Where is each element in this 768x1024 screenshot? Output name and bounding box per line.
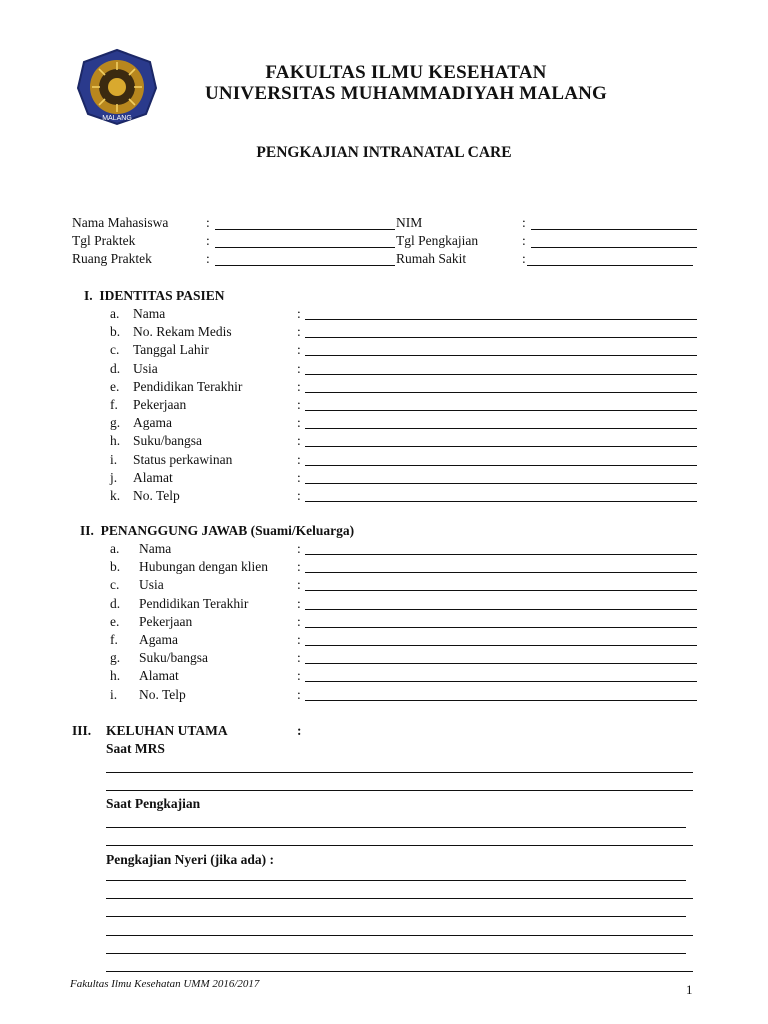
item-label: Pendidikan Terakhir bbox=[139, 595, 249, 611]
svg-text:MALANG: MALANG bbox=[102, 115, 132, 122]
university-logo bbox=[76, 48, 158, 126]
ruang-praktek-field[interactable] bbox=[215, 265, 395, 266]
nim-field[interactable] bbox=[531, 229, 697, 230]
item-label: Usia bbox=[139, 577, 164, 593]
item-input-line[interactable] bbox=[305, 627, 697, 628]
label-rumah-sakit: Rumah Sakit bbox=[396, 251, 467, 266]
label-nama-mahasiswa: Nama Mahasiswa bbox=[72, 215, 169, 230]
nyeri-line[interactable] bbox=[106, 953, 686, 954]
colon: : bbox=[206, 233, 210, 248]
item-input-line[interactable] bbox=[305, 319, 697, 320]
item-input-line[interactable] bbox=[305, 483, 697, 484]
section-keluhan-heading: KELUHAN UTAMA bbox=[106, 723, 228, 738]
colon: : bbox=[297, 488, 301, 503]
section-identitas-heading: I. IDENTITAS PASIEN bbox=[84, 288, 225, 303]
item-input-line[interactable] bbox=[305, 374, 697, 375]
colon: : bbox=[522, 215, 526, 230]
item-letter: h. bbox=[110, 668, 121, 684]
label-pengkajian-nyeri: Pengkajian Nyeri (jika ada) : bbox=[106, 852, 274, 867]
item-letter: h. bbox=[110, 433, 121, 449]
colon: : bbox=[297, 686, 301, 702]
colon: : bbox=[297, 397, 301, 412]
footer-text: Fakultas Ilmu Kesehatan UMM 2016/2017 bbox=[70, 978, 260, 990]
colon: : bbox=[297, 415, 301, 431]
item-letter: g. bbox=[110, 650, 121, 666]
tgl-praktek-field[interactable] bbox=[215, 247, 395, 248]
item-letter: i. bbox=[110, 686, 118, 702]
item-letter: k. bbox=[110, 488, 121, 503]
item-label: Hubungan dengan klien bbox=[139, 559, 268, 575]
item-label: Pekerjaan bbox=[133, 397, 187, 412]
item-label: Pendidikan Terakhir bbox=[133, 378, 243, 394]
item-letter: c. bbox=[110, 342, 120, 358]
page-number: 1 bbox=[686, 982, 693, 997]
item-input-line[interactable] bbox=[305, 645, 697, 646]
item-input-line[interactable] bbox=[305, 681, 697, 682]
colon: : bbox=[297, 306, 301, 321]
nyeri-line[interactable] bbox=[106, 971, 693, 972]
colon: : bbox=[297, 342, 301, 358]
item-input-line[interactable] bbox=[305, 663, 697, 664]
item-label: No. Telp bbox=[139, 686, 186, 702]
item-label: Nama bbox=[133, 306, 166, 321]
item-input-line[interactable] bbox=[305, 392, 697, 393]
item-input-line[interactable] bbox=[305, 337, 697, 338]
saat-mrs-line[interactable] bbox=[106, 790, 693, 791]
item-label: Alamat bbox=[133, 469, 173, 485]
nyeri-line[interactable] bbox=[106, 935, 693, 936]
label-tgl-praktek: Tgl Praktek bbox=[72, 233, 136, 248]
item-label: No. Telp bbox=[133, 488, 180, 503]
item-letter: f. bbox=[110, 397, 118, 412]
item-input-line[interactable] bbox=[305, 590, 697, 591]
saat-mrs-line[interactable] bbox=[106, 772, 693, 773]
colon: : bbox=[297, 469, 301, 485]
colon: : bbox=[522, 233, 526, 248]
section-penanggung-heading: II. PENANGGUNG JAWAB (Suami/Keluarga) bbox=[80, 523, 355, 538]
item-letter: f. bbox=[110, 632, 118, 647]
item-letter: b. bbox=[110, 324, 121, 340]
rumah-sakit-field[interactable] bbox=[527, 265, 693, 266]
item-letter: a. bbox=[110, 541, 120, 556]
colon: : bbox=[297, 723, 302, 738]
item-letter: j. bbox=[110, 469, 118, 485]
item-input-line[interactable] bbox=[305, 501, 697, 502]
faculty-title: FAKULTAS ILMU KESEHATAN bbox=[265, 62, 547, 83]
item-label: Tanggal Lahir bbox=[133, 342, 209, 358]
nyeri-line[interactable] bbox=[106, 898, 693, 899]
item-label: Status perkawinan bbox=[133, 451, 233, 467]
item-label: Alamat bbox=[139, 668, 179, 684]
item-input-line[interactable] bbox=[305, 700, 697, 701]
colon: : bbox=[206, 215, 210, 230]
saat-pengkajian-line[interactable] bbox=[106, 845, 693, 846]
colon: : bbox=[297, 360, 301, 376]
colon: : bbox=[297, 668, 301, 684]
form-title: PENGKAJIAN INTRANATAL CARE bbox=[256, 144, 512, 161]
section-keluhan-number: III. bbox=[72, 723, 92, 738]
item-label: Nama bbox=[139, 541, 172, 556]
item-input-line[interactable] bbox=[305, 446, 697, 447]
saat-pengkajian-line[interactable] bbox=[106, 827, 686, 828]
item-letter: g. bbox=[110, 415, 121, 431]
label-saat-mrs: Saat MRS bbox=[106, 741, 165, 756]
item-letter: e. bbox=[110, 613, 120, 629]
university-title: UNIVERSITAS MUHAMMADIYAH MALANG bbox=[204, 83, 608, 104]
item-input-line[interactable] bbox=[305, 410, 697, 411]
item-input-line[interactable] bbox=[305, 428, 697, 429]
colon: : bbox=[297, 378, 301, 394]
colon: : bbox=[297, 559, 301, 575]
nama-mahasiswa-field[interactable] bbox=[215, 229, 395, 230]
colon: : bbox=[206, 251, 210, 266]
item-letter: i. bbox=[110, 451, 118, 467]
colon: : bbox=[297, 324, 301, 340]
item-label: No. Rekam Medis bbox=[133, 324, 232, 340]
item-letter: b. bbox=[110, 559, 121, 575]
item-label: Usia bbox=[133, 360, 158, 376]
nyeri-line[interactable] bbox=[106, 880, 686, 881]
colon: : bbox=[297, 650, 301, 666]
item-letter: a. bbox=[110, 306, 120, 321]
item-label: Pekerjaan bbox=[139, 613, 193, 629]
label-ruang-praktek: Ruang Praktek bbox=[72, 251, 152, 266]
item-label: Suku/bangsa bbox=[139, 650, 208, 666]
colon: : bbox=[297, 577, 301, 593]
label-nim: NIM bbox=[396, 215, 423, 230]
colon: : bbox=[297, 632, 301, 647]
item-label: Agama bbox=[139, 632, 178, 647]
item-input-line[interactable] bbox=[305, 572, 697, 573]
item-input-line[interactable] bbox=[305, 609, 697, 610]
colon: : bbox=[297, 595, 301, 611]
tgl-pengkajian-field[interactable] bbox=[531, 247, 697, 248]
item-input-line[interactable] bbox=[305, 554, 697, 555]
label-saat-pengkajian: Saat Pengkajian bbox=[106, 796, 201, 811]
label-tgl-pengkajian: Tgl Pengkajian bbox=[396, 233, 479, 248]
item-label: Suku/bangsa bbox=[133, 433, 202, 449]
colon: : bbox=[297, 451, 301, 467]
item-letter: d. bbox=[110, 360, 121, 376]
item-label: Agama bbox=[133, 415, 172, 431]
colon: : bbox=[297, 541, 301, 556]
item-letter: d. bbox=[110, 595, 121, 611]
item-input-line[interactable] bbox=[305, 465, 697, 466]
colon: : bbox=[297, 613, 301, 629]
item-letter: e. bbox=[110, 378, 120, 394]
nyeri-line[interactable] bbox=[106, 916, 686, 917]
item-letter: c. bbox=[110, 577, 120, 593]
colon: : bbox=[297, 433, 301, 449]
item-input-line[interactable] bbox=[305, 355, 697, 356]
colon: : bbox=[522, 251, 526, 266]
